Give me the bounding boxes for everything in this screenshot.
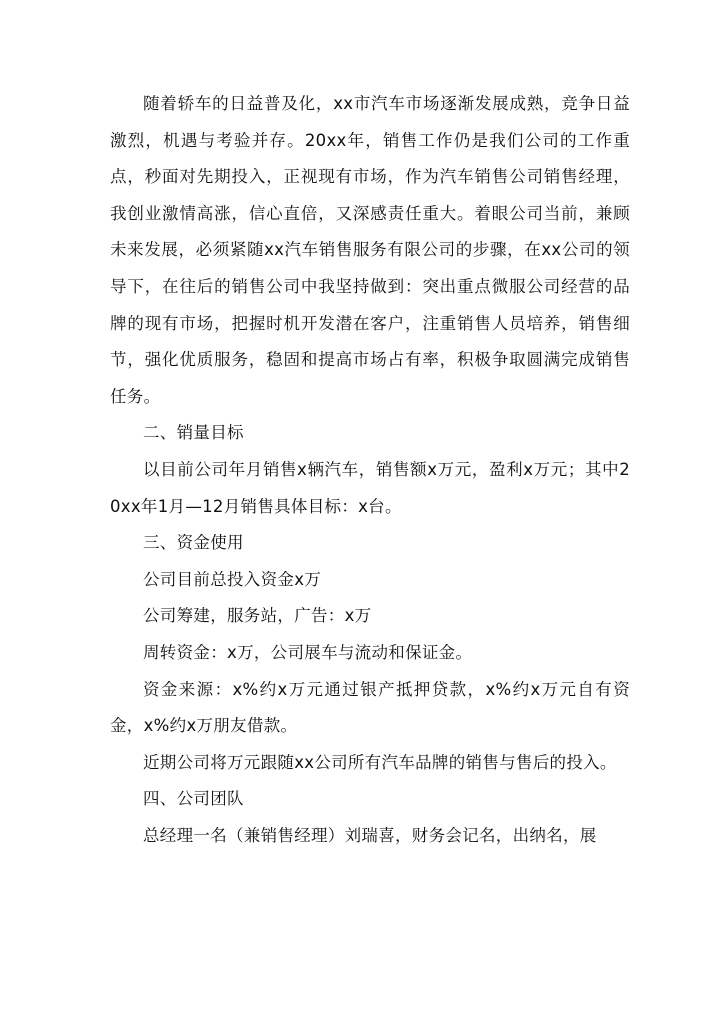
- document-page: [110, 86, 630, 854]
- paragraph-intro: 随着轿车的日益普及化，xx市汽车市场逐渐发展成熟，竞争日益激烈，机遇与考验并存。20xx年，销售工作仍是我们公司的工作重点，秒面对先期投入，正视现有市场，作为汽车销售公司销售经理，我创业激情高涨，信心直倍，又深感责任重大。着眼公司当前，兼顾未来发展，必须紧随xx汽车销售服务有限公司的步骤，在xx公司的领导下，在往后的销售公司中我坚持做到：突出重点微服公司经营的品牌的现有市场，把握时机开发潜在客户，注重销售人员培养，销售细节，强化优质服务，稳固和提高市场占有率，积极争取圆满完成销售任务。: [110, 94, 630, 406]
- heading-company-team: 四、公司团队: [143, 789, 244, 809]
- paragraph-fund-source: 资金来源：x%约x万元通过银产抵押贷款，x%约x万元自有资金，x%约x万朋友借款。: [110, 679, 630, 736]
- paragraph-total-investment: 公司目前总投入资金x万: [143, 569, 322, 589]
- paragraph-working-capital: 周转资金：x万，公司展车与流动和保证金。: [143, 642, 473, 662]
- paragraph-sales-target: 以目前公司年月销售x辆汽车，销售额x万元，盈利x万元；其中20xx年1月—12月销售具体目标：x台。: [110, 459, 630, 516]
- paragraph-recent-plan: 近期公司将万元跟随xx公司所有汽车品牌的销售与售后的投入。: [143, 752, 617, 772]
- heading-fund-usage: 三、资金使用: [143, 533, 244, 553]
- paragraph-team-members: 总经理一名（兼销售经理）刘瑞喜，财务会记名，出纳名，展: [143, 825, 597, 845]
- paragraph-setup-costs: 公司筹建，服务站，广告：x万: [143, 606, 372, 626]
- heading-sales-target: 二、销量目标: [143, 423, 244, 443]
